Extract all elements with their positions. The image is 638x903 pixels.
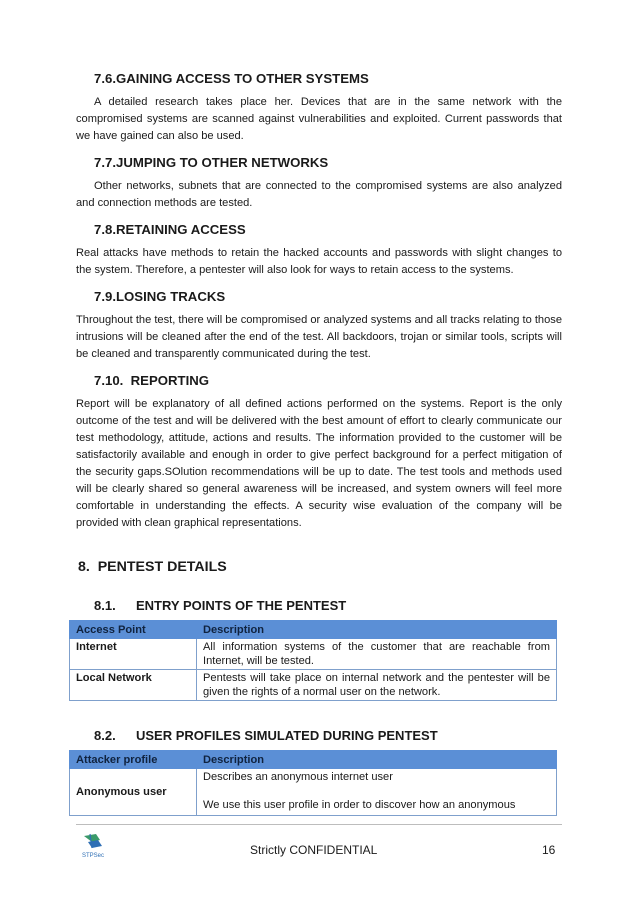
paragraph-7-10: Report will be explanatory of all defined actions performed on the systems. Report is the only outcome of the test and will be delivered with the best amount of effort to clearly communicate our test methodology, attitude, actions and results. The information provided to the customer will be satisfactorily available and enough in order to give perfect background for a perfect mitigation of the security gaps.SOlution recommendations will be up to date. The test tools and methods used will be clearly shared so general awareness will be increased, and system owners will feel more comfortable in understanding the effects. A security wise evaluation of the company will be provided with clean graphical representations. — [76, 398, 562, 529]
paragraph-7-6: A detailed research takes place her. Devices that are in the same network with the compromised systems are scanned against vulnerabilities and exploited. Current passwords that we have gained can also be used. — [76, 96, 562, 142]
heading-7-6: 7.6.GAINING ACCESS TO OTHER SYSTEMS — [94, 71, 369, 86]
profile-name: Anonymous user — [76, 786, 167, 798]
profile-desc-line-2: We use this user profile in order to discover how an anonymous — [203, 799, 516, 811]
column-header-access-point: Access Point — [70, 621, 197, 639]
stpsec-logo — [78, 830, 108, 860]
paragraph-7-7: Other networks, subnets that are connected to the compromised systems are also analyzed and connection methods are tested. — [76, 180, 562, 209]
table-row — [70, 769, 557, 816]
table-row — [70, 639, 557, 670]
heading-8-2 — [94, 727, 562, 744]
column-header-attacker-profile: Attacker profile — [70, 751, 197, 769]
confidential-label: Strictly CONFIDENTIAL — [250, 843, 378, 857]
table-cell-desc — [197, 769, 557, 816]
logo-text: STPSec — [81, 853, 105, 859]
table-header-row — [70, 751, 557, 769]
page-number: 16 — [542, 843, 556, 857]
heading-8-1-number: 8.1. — [94, 598, 116, 613]
heading-7-8: 7.8.RETAINING ACCESS — [94, 222, 246, 237]
user-profiles-table — [69, 750, 557, 816]
page-content — [76, 70, 562, 816]
heading-7-9: 7.9.LOSING TRACKS — [94, 289, 226, 304]
heading-8-2-title: USER PROFILES SIMULATED DURING PENTEST — [136, 728, 438, 743]
heading-8-1-title: ENTRY POINTS OF THE PENTEST — [136, 598, 347, 613]
column-header-description: Description — [197, 621, 557, 639]
profile-desc-line-1: Describes an anonymous internet user — [203, 771, 393, 783]
table-cell-desc: All information systems of the customer that are reachable from Internet, will be tested. — [197, 639, 557, 670]
heading-7-7: 7.7.JUMPING TO OTHER NETWORKS — [94, 155, 329, 170]
table-cell-key — [70, 769, 197, 816]
column-header-description: Description — [197, 751, 557, 769]
table-cell-key: Local Network — [70, 670, 197, 701]
stpsec-logo-icon — [78, 830, 108, 860]
heading-7-10: 7.10. REPORTING — [94, 373, 210, 388]
heading-8-2-number: 8.2. — [94, 728, 116, 743]
paragraph-7-9: Throughout the test, there will be compromised or analyzed systems and all tracks relating to those intrusions will be cleaned after the end of the test. All backdoors, trojan or similar tools, scripts will be cleaned and transparently communicated during the test. — [76, 314, 562, 360]
entry-points-table — [69, 620, 557, 701]
heading-8: 8. PENTEST DETAILS — [78, 559, 227, 575]
table-cell-key: Internet — [70, 639, 197, 670]
table-row — [70, 670, 557, 701]
heading-8-1 — [94, 597, 562, 614]
footer-divider — [76, 824, 562, 825]
table-header-row — [70, 621, 557, 639]
paragraph-7-8: Real attacks have methods to retain the hacked accounts and passwords with slight changes to the system. Therefore, a pentester will also look for ways to retain access to the systems. — [76, 247, 562, 276]
table-cell-desc: Pentests will take place on internal network and the pentester will be given the rights of a normal user on the network. — [197, 670, 557, 701]
